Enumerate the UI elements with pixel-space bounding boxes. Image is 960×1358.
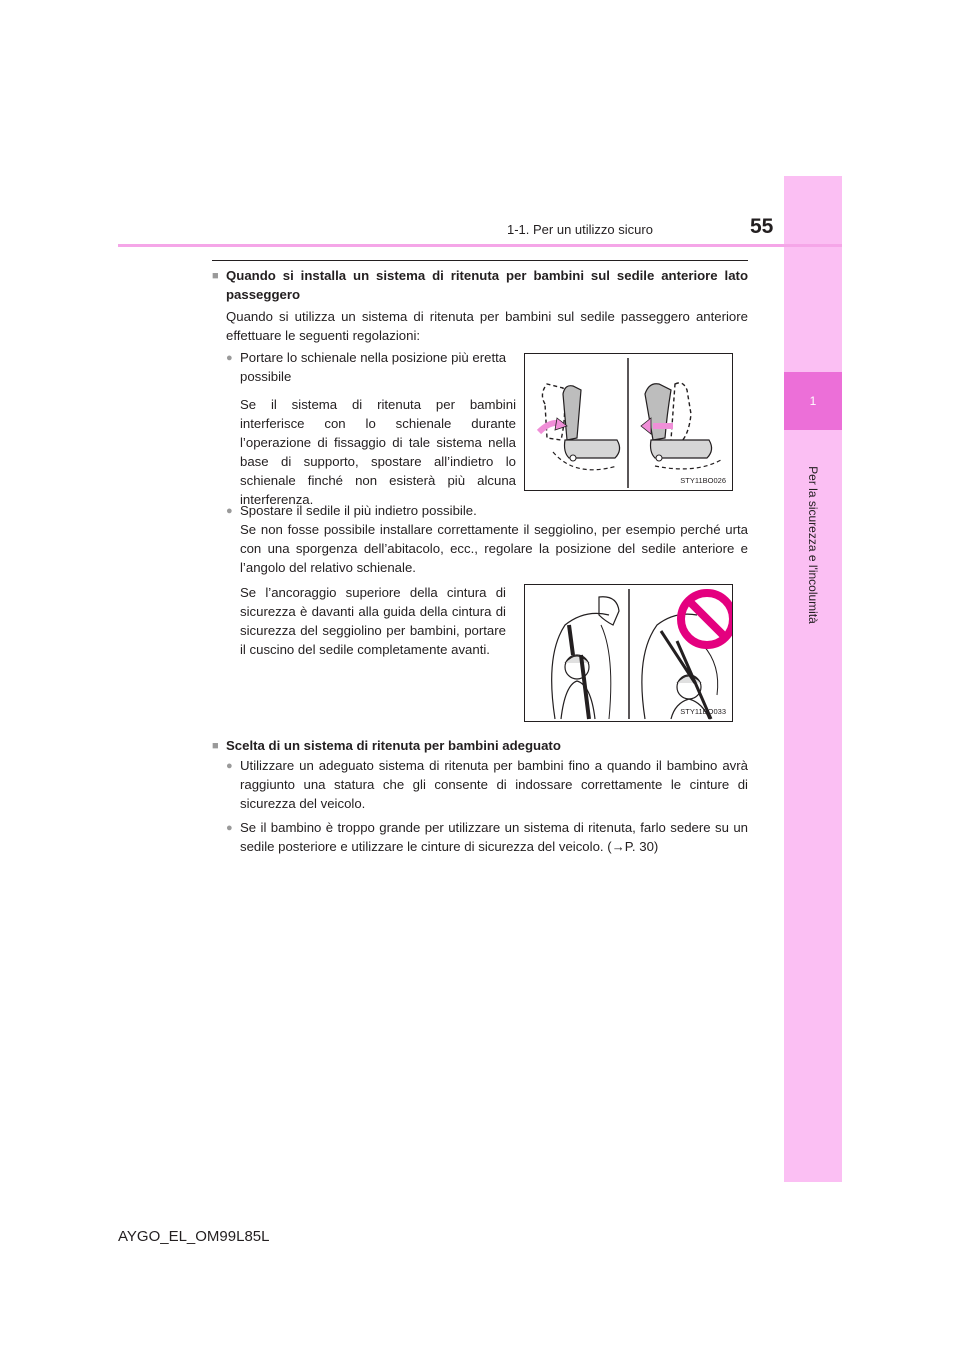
figure-code: STY11BO033: [680, 707, 726, 716]
round-bullet-icon: ●: [226, 352, 233, 364]
divider-rule: [212, 260, 748, 261]
section2-bullet1: Utilizzare un adeguato sistema di ritenuta per bambini fino a quando il bambino avrà raggiunto una statura che gli consente di indossare correttamente le cinture di sicurezza del veicolo.: [240, 758, 748, 811]
round-bullet-icon: ●: [226, 505, 233, 517]
section2-bullet2: Se il bambino è troppo grande per utilizzare un sistema di ritenuta, farlo sedere su un sedile posteriore e utilizzare le cinture di sicurezza del veicolo. (→P. 30): [240, 820, 748, 854]
bullet2-body: Se non fosse possibile installare correttamente il seggiolino, per esempio perché urta con una sporgenza dell’abitacolo, ecc., regolare la posizione del sedile anteriore e l’angolo del relativo schienale.: [240, 522, 748, 575]
square-bullet-icon: ■: [212, 740, 219, 752]
round-bullet-icon: ●: [226, 822, 233, 834]
section1-heading: Quando si installa un sistema di ritenuta per bambini sul sedile anteriore lato passeggero: [226, 268, 748, 302]
child-seatbelt-illustration: [525, 585, 732, 721]
bullet1-title: Portare lo schienale nella posizione più eretta possibile: [240, 350, 507, 384]
seatbelt-guide-figure: [524, 584, 733, 722]
seat-illustration: [525, 354, 732, 490]
seatback-adjust-figure: [524, 353, 733, 491]
square-bullet-icon: ■: [212, 270, 219, 282]
round-bullet-icon: ●: [226, 760, 233, 772]
page-number: 55: [750, 215, 774, 238]
chapter-title-text: Per la sicurezza e l'incolumità: [806, 466, 820, 624]
bullet1-body: Se il sistema di ritenuta per bambini interferisce con lo schienale durante l’operazione di fissaggio di tale sistema nella base di supporto, spostare all’indietro lo schienale finché non esisterà più alcuna interferenza.: [240, 397, 516, 507]
section-title: 1-1. Per un utilizzo sicuro: [507, 222, 653, 237]
section1-intro: Quando si utilizza un sistema di ritenuta per bambini sul sedile passeggero anteriore effettuare le seguenti regolazioni:: [226, 309, 748, 343]
header-rule: [118, 244, 842, 247]
bullet2-title: Spostare il sedile il più indietro possibile.: [240, 503, 477, 518]
figure-code: STY11BO026: [680, 476, 726, 485]
bullet2-note: Se l’ancoraggio superiore della cintura di sicurezza è davanti alla guida della cintura di sicurezza del seggiolino per bambini, portare il cuscino del sedile completamente avanti.: [240, 585, 506, 657]
chapter-number-tab: 1: [784, 372, 842, 430]
chapter-side-tab: [784, 176, 842, 1182]
section2-heading: Scelta di un sistema di ritenuta per bambini adeguato: [226, 738, 561, 753]
document-code: AYGO_EL_OM99L85L: [118, 1228, 270, 1245]
